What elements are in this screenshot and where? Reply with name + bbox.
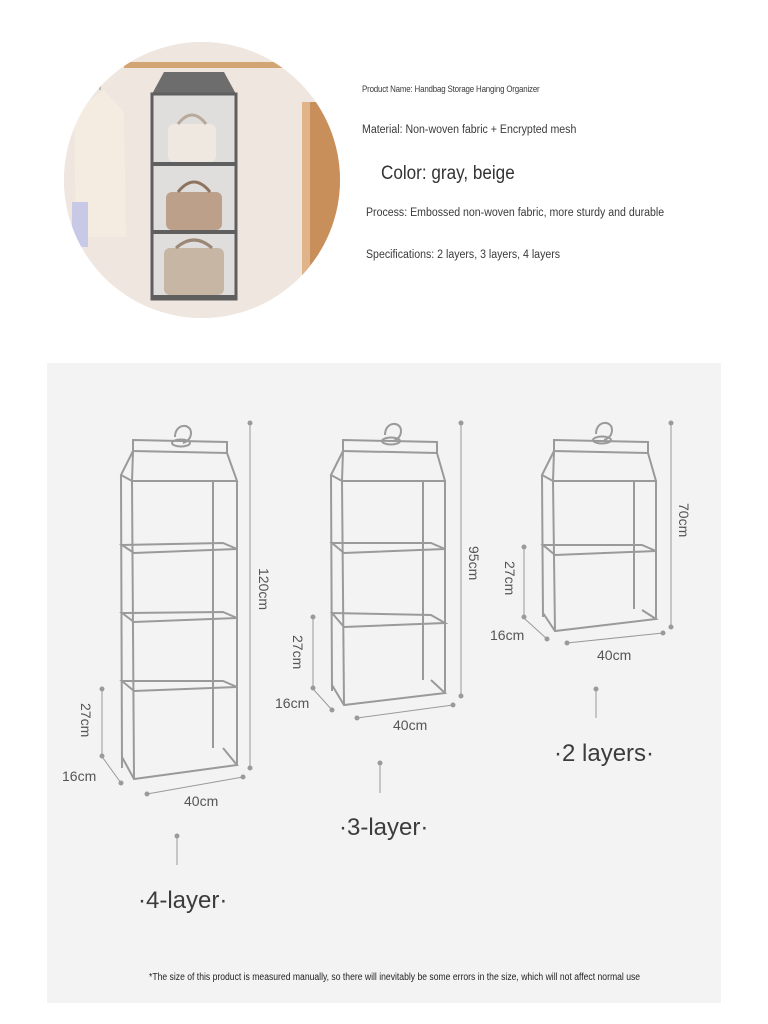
three-layer-label: ·3-layer· xyxy=(339,814,429,841)
two-layer-height-label: 70cm xyxy=(676,503,692,538)
three-layer-width-label: 40cm xyxy=(393,717,428,733)
three-layer-diagram xyxy=(331,424,445,705)
four-layer-label: ·4-layer· xyxy=(138,887,228,914)
dimension-diagram-panel xyxy=(47,363,721,1003)
product-name-text: Product Name: Handbag Storage Hanging Organizer xyxy=(362,84,540,94)
two-layer-diagram xyxy=(542,423,656,631)
material-text: Material: Non-woven fabric + Encrypted mesh xyxy=(362,124,577,136)
process-text: Process: Embossed non-woven fabric, more sturdy and durable xyxy=(366,207,665,219)
measurement-disclaimer: *The size of this product is measured manually, so there will inevitably be some errors in the size, which will not affect normal use xyxy=(149,972,641,983)
four-layer-depth-label: 16cm xyxy=(62,768,97,784)
two-layer-width-label: 40cm xyxy=(597,647,632,663)
three-layer-height-label: 95cm xyxy=(466,546,482,581)
two-layer-shelf-label: 27cm xyxy=(502,561,518,596)
two-layer-depth-label: 16cm xyxy=(490,627,525,643)
two-layer-label: ·2 layers· xyxy=(554,740,655,767)
four-layer-diagram xyxy=(121,426,237,779)
four-layer-width-label: 40cm xyxy=(184,793,219,809)
product-photo xyxy=(64,42,340,318)
three-layer-depth-label: 16cm xyxy=(275,695,310,711)
four-layer-shelf-label: 27cm xyxy=(78,703,94,738)
three-layer-shelf-label: 27cm xyxy=(290,635,306,670)
two-layer-dimension-lines xyxy=(522,421,673,718)
four-layer-height-label: 120cm xyxy=(256,568,272,611)
color-text: Color: gray, beige xyxy=(381,163,515,184)
specifications-text: Specifications: 2 layers, 3 layers, 4 layers xyxy=(366,249,561,261)
four-layer-dimension-lines xyxy=(100,421,252,865)
